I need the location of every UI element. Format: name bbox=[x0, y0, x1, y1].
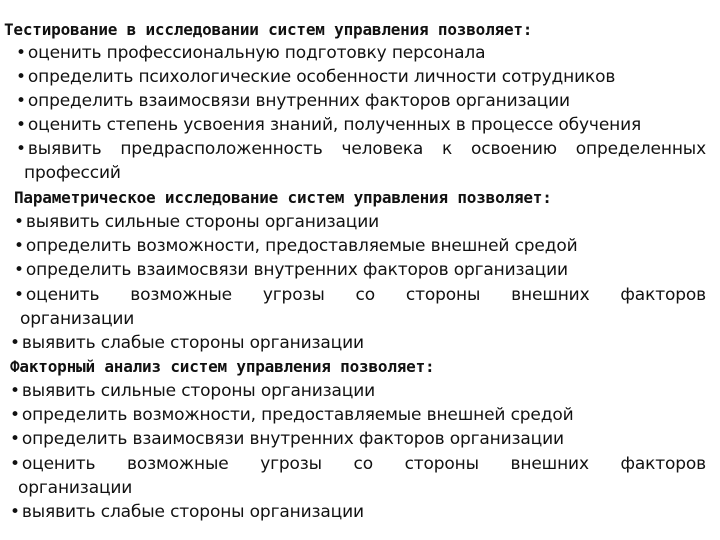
list-item-word: определенных bbox=[575, 139, 706, 159]
list-item bbox=[16, 41, 485, 65]
list-item bbox=[10, 427, 564, 451]
section-heading-factor-analysis: Факторный анализ систем управления позволяет: bbox=[10, 357, 435, 376]
list-item-wrapped bbox=[10, 452, 706, 476]
list-item-word: внешних bbox=[510, 454, 589, 474]
list-item-text: определить взаимосвязи внутренних факторов организации bbox=[25, 260, 568, 280]
list-item-text: выявить слабые стороны организации bbox=[21, 333, 364, 353]
bullet: • bbox=[16, 67, 26, 87]
section-heading-parametric: Параметрическое исследование систем управления позволяет: bbox=[14, 188, 552, 207]
bullet: • bbox=[10, 381, 20, 401]
bullet: • bbox=[16, 139, 26, 159]
bullet: • bbox=[16, 91, 26, 111]
list-item-word: • оценить bbox=[10, 454, 96, 474]
list-item-word: возможные bbox=[126, 454, 229, 474]
bullet: • bbox=[10, 429, 20, 449]
bullet: • bbox=[10, 405, 20, 425]
list-item-word: со bbox=[353, 454, 373, 474]
list-item-word: угрозы bbox=[260, 454, 322, 474]
list-item-wrapped bbox=[16, 137, 706, 161]
list-item bbox=[10, 331, 364, 355]
list-item-text: выявить сильные стороны организации bbox=[25, 212, 379, 232]
list-item-continuation: организации bbox=[20, 309, 135, 329]
list-item-text: определить взаимосвязи внутренних факторов организации bbox=[21, 429, 564, 449]
list-item-text: выявить сильные стороны организации bbox=[21, 381, 375, 401]
list-item-text: выявить слабые стороны организации bbox=[21, 502, 364, 522]
list-item-word: стороны bbox=[404, 454, 479, 474]
list-item-word: угрозы bbox=[262, 285, 325, 305]
bullet: • bbox=[10, 333, 20, 353]
list-item-word: • выявить bbox=[16, 139, 102, 159]
list-item bbox=[14, 258, 568, 282]
list-item-word: • оценить bbox=[14, 285, 100, 305]
list-item-word: внешних bbox=[511, 285, 590, 305]
list-item-wrapped bbox=[14, 283, 706, 307]
list-item-word: освоению bbox=[471, 139, 557, 159]
list-item-text: оценить профессиональную подготовку персонала bbox=[27, 43, 486, 63]
bullet: • bbox=[14, 236, 24, 256]
bullet: • bbox=[16, 43, 26, 63]
list-item bbox=[14, 234, 577, 258]
bullet: • bbox=[14, 212, 24, 232]
list-item-text: определить психологические особенности личности сотрудников bbox=[27, 67, 616, 87]
list-item-continuation: профессий bbox=[24, 163, 121, 183]
list-item-word: факторов bbox=[620, 454, 706, 474]
list-item-text: определить взаимосвязи внутренних факторов организации bbox=[27, 91, 570, 111]
list-item-word: факторов bbox=[620, 285, 706, 305]
section-heading-testing: Тестирование в исследовании систем управления позволяет: bbox=[4, 20, 533, 39]
list-item bbox=[10, 500, 364, 524]
bullet: • bbox=[14, 285, 24, 305]
list-item bbox=[10, 379, 375, 403]
list-item-text: оценить степень усвоения знаний, полученных в процессе обучения bbox=[27, 115, 642, 135]
list-item bbox=[14, 210, 379, 234]
list-item-word: стороны bbox=[405, 285, 481, 305]
list-item-text: определить возможности, предоставляемые внешней средой bbox=[21, 405, 574, 425]
list-item bbox=[16, 65, 615, 89]
list-item-text: определить возможности, предоставляемые внешней средой bbox=[25, 236, 578, 256]
list-item bbox=[16, 89, 570, 113]
list-item-continuation: организации bbox=[18, 478, 133, 498]
list-item bbox=[16, 113, 641, 137]
list-item-word: к bbox=[442, 139, 453, 159]
bullet: • bbox=[16, 115, 26, 135]
list-item-word: предрасположенность bbox=[120, 139, 323, 159]
list-item-word: человека bbox=[341, 139, 424, 159]
bullet: • bbox=[10, 502, 20, 522]
list-item bbox=[10, 403, 573, 427]
list-item-word: возможные bbox=[130, 285, 232, 305]
list-item-word: со bbox=[355, 285, 375, 305]
bullet: • bbox=[10, 454, 20, 474]
bullet: • bbox=[14, 260, 24, 280]
